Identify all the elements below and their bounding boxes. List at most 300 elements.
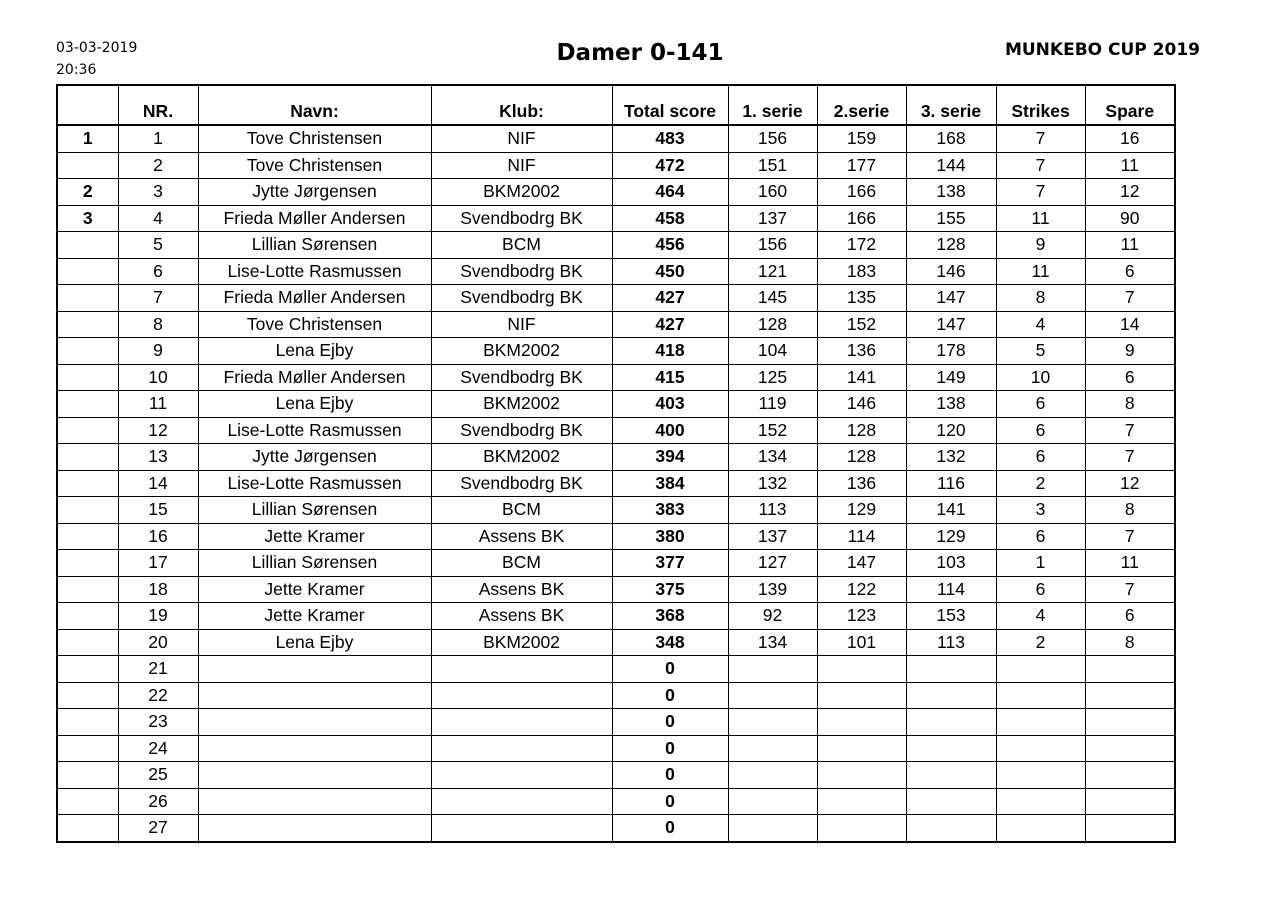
cell-serie-1 — [728, 788, 817, 815]
table-row — [57, 709, 1175, 736]
cell-navn: Jytte Jørgensen — [198, 179, 431, 206]
table-row — [57, 417, 1175, 444]
cell-klub: Svendbodrg BK — [431, 285, 612, 312]
cell-spare: 8 — [1085, 391, 1175, 418]
cell-klub: Svendbodrg BK — [431, 258, 612, 285]
cell-klub: Svendbodrg BK — [431, 205, 612, 232]
cell-klub: BKM2002 — [431, 444, 612, 471]
cell-navn — [198, 788, 431, 815]
col-header-serie-3: 3. serie — [906, 85, 996, 125]
cell-serie-3: 129 — [906, 523, 996, 550]
cell-klub: BKM2002 — [431, 338, 612, 365]
cell-place — [57, 391, 118, 418]
cell-total-score: 383 — [612, 497, 728, 524]
cell-navn: Tove Christensen — [198, 311, 431, 338]
cell-serie-1: 134 — [728, 629, 817, 656]
cell-serie-2: 136 — [817, 338, 906, 365]
cell-nr: 3 — [118, 179, 198, 206]
cell-serie-1: 128 — [728, 311, 817, 338]
table-row — [57, 470, 1175, 497]
cell-place — [57, 682, 118, 709]
cell-spare: 11 — [1085, 550, 1175, 577]
cell-spare: 9 — [1085, 338, 1175, 365]
cell-place — [57, 497, 118, 524]
cell-serie-3 — [906, 682, 996, 709]
cell-klub: BKM2002 — [431, 179, 612, 206]
cell-nr: 18 — [118, 576, 198, 603]
cell-navn: Lena Ejby — [198, 629, 431, 656]
cell-klub: Svendbodrg BK — [431, 470, 612, 497]
cell-total-score: 368 — [612, 603, 728, 630]
cell-place — [57, 338, 118, 365]
col-header-klub: Klub: — [431, 85, 612, 125]
cell-klub: Assens BK — [431, 576, 612, 603]
cell-serie-1: 92 — [728, 603, 817, 630]
table-row — [57, 788, 1175, 815]
cell-strikes — [996, 815, 1085, 842]
cell-strikes — [996, 682, 1085, 709]
cell-nr: 16 — [118, 523, 198, 550]
print-date: 03-03-2019 — [56, 40, 138, 56]
header-row — [57, 85, 1175, 125]
cell-spare: 6 — [1085, 603, 1175, 630]
cell-serie-1: 156 — [728, 232, 817, 259]
cell-total-score: 384 — [612, 470, 728, 497]
cell-strikes: 5 — [996, 338, 1085, 365]
table-row — [57, 364, 1175, 391]
cell-nr: 7 — [118, 285, 198, 312]
cell-total-score: 375 — [612, 576, 728, 603]
cell-place — [57, 417, 118, 444]
cell-klub — [431, 815, 612, 842]
cell-strikes — [996, 788, 1085, 815]
cell-serie-2: 122 — [817, 576, 906, 603]
table-row — [57, 152, 1175, 179]
cell-spare — [1085, 709, 1175, 736]
table-row — [57, 735, 1175, 762]
cell-spare: 11 — [1085, 232, 1175, 259]
table-row — [57, 603, 1175, 630]
cell-total-score: 415 — [612, 364, 728, 391]
col-header-strikes: Strikes — [996, 85, 1085, 125]
cell-total-score: 456 — [612, 232, 728, 259]
cell-serie-1: 134 — [728, 444, 817, 471]
cell-klub — [431, 709, 612, 736]
table-row — [57, 311, 1175, 338]
cell-serie-1 — [728, 735, 817, 762]
cell-serie-2: 135 — [817, 285, 906, 312]
cell-serie-1: 125 — [728, 364, 817, 391]
cell-strikes: 2 — [996, 470, 1085, 497]
cell-navn — [198, 815, 431, 842]
cell-strikes: 4 — [996, 603, 1085, 630]
cup-name: MUNKEBO CUP 2019 — [1004, 40, 1200, 60]
cell-nr: 14 — [118, 470, 198, 497]
cell-navn: Jytte Jørgensen — [198, 444, 431, 471]
cell-place — [57, 523, 118, 550]
cell-spare: 8 — [1085, 629, 1175, 656]
cell-navn: Lena Ejby — [198, 338, 431, 365]
cell-serie-2: 129 — [817, 497, 906, 524]
cell-serie-1: 119 — [728, 391, 817, 418]
cell-serie-2: 166 — [817, 179, 906, 206]
cell-navn — [198, 656, 431, 683]
cell-total-score: 0 — [612, 735, 728, 762]
cell-serie-1 — [728, 709, 817, 736]
col-header-serie-1: 1. serie — [728, 85, 817, 125]
cell-nr: 15 — [118, 497, 198, 524]
cell-serie-1: 145 — [728, 285, 817, 312]
cell-serie-1: 151 — [728, 152, 817, 179]
cell-klub: BCM — [431, 232, 612, 259]
cell-serie-2: 146 — [817, 391, 906, 418]
cell-total-score: 0 — [612, 709, 728, 736]
cell-serie-2 — [817, 682, 906, 709]
cell-nr: 11 — [118, 391, 198, 418]
cell-total-score: 377 — [612, 550, 728, 577]
cell-strikes: 7 — [996, 125, 1085, 152]
cell-total-score: 0 — [612, 762, 728, 789]
cell-place — [57, 762, 118, 789]
cell-serie-1: 132 — [728, 470, 817, 497]
cell-spare: 7 — [1085, 523, 1175, 550]
cell-spare: 7 — [1085, 444, 1175, 471]
table-row — [57, 391, 1175, 418]
cell-serie-3: 132 — [906, 444, 996, 471]
cell-serie-2 — [817, 815, 906, 842]
cell-serie-3: 138 — [906, 179, 996, 206]
cell-strikes: 1 — [996, 550, 1085, 577]
cell-nr: 13 — [118, 444, 198, 471]
cell-spare: 12 — [1085, 179, 1175, 206]
cell-navn: Jette Kramer — [198, 603, 431, 630]
cell-serie-2: 128 — [817, 417, 906, 444]
col-header-serie-2: 2.serie — [817, 85, 906, 125]
cell-navn: Frieda Møller Andersen — [198, 364, 431, 391]
cell-place: 3 — [57, 205, 118, 232]
cell-klub: Svendbodrg BK — [431, 364, 612, 391]
cell-serie-2: 166 — [817, 205, 906, 232]
print-time: 20:36 — [56, 62, 97, 78]
cell-total-score: 403 — [612, 391, 728, 418]
cell-serie-2 — [817, 735, 906, 762]
cell-spare — [1085, 815, 1175, 842]
col-header-nr: NR. — [118, 85, 198, 125]
cell-place — [57, 364, 118, 391]
cell-strikes — [996, 709, 1085, 736]
cell-navn: Jette Kramer — [198, 523, 431, 550]
cell-strikes: 11 — [996, 205, 1085, 232]
cell-nr: 2 — [118, 152, 198, 179]
cell-serie-3: 103 — [906, 550, 996, 577]
cell-klub — [431, 788, 612, 815]
page-title: Damer 0-141 — [556, 40, 724, 66]
cell-nr: 17 — [118, 550, 198, 577]
cell-navn: Lillian Sørensen — [198, 497, 431, 524]
cell-serie-1 — [728, 762, 817, 789]
cell-place: 2 — [57, 179, 118, 206]
cell-place — [57, 576, 118, 603]
col-header-place — [57, 85, 118, 125]
cell-serie-2: 128 — [817, 444, 906, 471]
cell-spare — [1085, 735, 1175, 762]
cell-spare — [1085, 762, 1175, 789]
cell-serie-2 — [817, 788, 906, 815]
cell-spare — [1085, 682, 1175, 709]
cell-navn — [198, 735, 431, 762]
cell-spare: 6 — [1085, 258, 1175, 285]
cell-serie-2: 141 — [817, 364, 906, 391]
table-row — [57, 815, 1175, 842]
cell-place — [57, 470, 118, 497]
cell-strikes: 7 — [996, 152, 1085, 179]
cell-klub: BCM — [431, 550, 612, 577]
cell-strikes: 3 — [996, 497, 1085, 524]
cell-serie-1: 152 — [728, 417, 817, 444]
cell-serie-2: 136 — [817, 470, 906, 497]
cell-navn — [198, 682, 431, 709]
cell-klub: BKM2002 — [431, 391, 612, 418]
cell-place — [57, 258, 118, 285]
cell-serie-3: 147 — [906, 311, 996, 338]
cell-spare — [1085, 656, 1175, 683]
cell-nr: 23 — [118, 709, 198, 736]
cell-navn: Frieda Møller Andersen — [198, 285, 431, 312]
cell-place — [57, 656, 118, 683]
cell-spare: 7 — [1085, 285, 1175, 312]
table-row — [57, 523, 1175, 550]
cell-strikes: 6 — [996, 391, 1085, 418]
cell-serie-3 — [906, 709, 996, 736]
cell-nr: 12 — [118, 417, 198, 444]
cell-total-score: 380 — [612, 523, 728, 550]
cell-serie-2 — [817, 762, 906, 789]
cell-strikes: 6 — [996, 576, 1085, 603]
cell-spare: 16 — [1085, 125, 1175, 152]
cell-total-score: 0 — [612, 815, 728, 842]
cell-strikes: 6 — [996, 523, 1085, 550]
cell-total-score: 427 — [612, 285, 728, 312]
cell-serie-3 — [906, 656, 996, 683]
cell-serie-3 — [906, 735, 996, 762]
cell-nr: 10 — [118, 364, 198, 391]
cell-serie-3 — [906, 762, 996, 789]
table-row — [57, 762, 1175, 789]
cell-klub — [431, 656, 612, 683]
cell-klub — [431, 735, 612, 762]
cell-nr: 26 — [118, 788, 198, 815]
cell-klub — [431, 762, 612, 789]
cell-klub — [431, 682, 612, 709]
cell-place — [57, 709, 118, 736]
cell-strikes: 7 — [996, 179, 1085, 206]
cell-serie-3: 178 — [906, 338, 996, 365]
cell-navn: Lise-Lotte Rasmussen — [198, 417, 431, 444]
cell-serie-3: 120 — [906, 417, 996, 444]
cell-serie-2: 101 — [817, 629, 906, 656]
cell-serie-1: 137 — [728, 205, 817, 232]
cell-place — [57, 603, 118, 630]
col-header-spare: Spare — [1085, 85, 1175, 125]
cell-total-score: 427 — [612, 311, 728, 338]
table-row — [57, 338, 1175, 365]
cell-navn: Lillian Sørensen — [198, 232, 431, 259]
cell-place — [57, 815, 118, 842]
col-header-navn: Navn: — [198, 85, 431, 125]
cell-serie-1 — [728, 815, 817, 842]
cell-total-score: 472 — [612, 152, 728, 179]
cell-navn — [198, 709, 431, 736]
cell-place — [57, 152, 118, 179]
cell-serie-1 — [728, 656, 817, 683]
cell-serie-3: 114 — [906, 576, 996, 603]
cell-serie-3: 168 — [906, 125, 996, 152]
cell-navn: Jette Kramer — [198, 576, 431, 603]
cell-strikes — [996, 656, 1085, 683]
cell-spare: 90 — [1085, 205, 1175, 232]
cell-total-score: 418 — [612, 338, 728, 365]
cell-strikes: 4 — [996, 311, 1085, 338]
table-row — [57, 576, 1175, 603]
cell-serie-2: 172 — [817, 232, 906, 259]
cell-total-score: 464 — [612, 179, 728, 206]
cell-navn: Lise-Lotte Rasmussen — [198, 258, 431, 285]
cell-navn: Lise-Lotte Rasmussen — [198, 470, 431, 497]
table-row — [57, 444, 1175, 471]
cell-nr: 8 — [118, 311, 198, 338]
results-table — [56, 84, 1176, 843]
cell-total-score: 394 — [612, 444, 728, 471]
cell-navn: Lillian Sørensen — [198, 550, 431, 577]
cell-total-score: 400 — [612, 417, 728, 444]
cell-strikes — [996, 735, 1085, 762]
cell-serie-2: 159 — [817, 125, 906, 152]
cell-place — [57, 285, 118, 312]
cell-nr: 20 — [118, 629, 198, 656]
cell-klub: BCM — [431, 497, 612, 524]
table-row — [57, 285, 1175, 312]
cell-klub: NIF — [431, 152, 612, 179]
cell-spare: 7 — [1085, 576, 1175, 603]
cell-spare: 8 — [1085, 497, 1175, 524]
cell-serie-1: 127 — [728, 550, 817, 577]
cell-klub: NIF — [431, 125, 612, 152]
cell-navn: Tove Christensen — [198, 152, 431, 179]
cell-nr: 19 — [118, 603, 198, 630]
cell-place — [57, 311, 118, 338]
cell-total-score: 458 — [612, 205, 728, 232]
cell-serie-1 — [728, 682, 817, 709]
cell-strikes: 10 — [996, 364, 1085, 391]
cell-spare: 11 — [1085, 152, 1175, 179]
table-row — [57, 179, 1175, 206]
cell-serie-1: 113 — [728, 497, 817, 524]
table-row — [57, 125, 1175, 152]
cell-strikes: 11 — [996, 258, 1085, 285]
cell-serie-3: 155 — [906, 205, 996, 232]
table-row — [57, 232, 1175, 259]
col-header-total-score: Total score — [612, 85, 728, 125]
cell-total-score: 0 — [612, 682, 728, 709]
cell-serie-2: 183 — [817, 258, 906, 285]
cell-serie-3: 146 — [906, 258, 996, 285]
cell-spare: 14 — [1085, 311, 1175, 338]
cell-place — [57, 735, 118, 762]
cell-serie-1: 156 — [728, 125, 817, 152]
cell-serie-3: 113 — [906, 629, 996, 656]
cell-klub: Assens BK — [431, 603, 612, 630]
table-row — [57, 682, 1175, 709]
cell-serie-3: 128 — [906, 232, 996, 259]
cell-total-score: 0 — [612, 656, 728, 683]
cell-total-score: 348 — [612, 629, 728, 656]
cell-navn — [198, 762, 431, 789]
cell-serie-3: 149 — [906, 364, 996, 391]
cell-nr: 6 — [118, 258, 198, 285]
cell-strikes: 9 — [996, 232, 1085, 259]
cell-nr: 9 — [118, 338, 198, 365]
cell-place — [57, 232, 118, 259]
cell-klub: BKM2002 — [431, 629, 612, 656]
cell-serie-3 — [906, 815, 996, 842]
cell-serie-2: 114 — [817, 523, 906, 550]
cell-klub: Assens BK — [431, 523, 612, 550]
cell-total-score: 0 — [612, 788, 728, 815]
cell-serie-1: 104 — [728, 338, 817, 365]
cell-nr: 1 — [118, 125, 198, 152]
cell-spare: 12 — [1085, 470, 1175, 497]
cell-nr: 5 — [118, 232, 198, 259]
cell-place: 1 — [57, 125, 118, 152]
cell-spare: 6 — [1085, 364, 1175, 391]
table-row — [57, 656, 1175, 683]
cell-spare — [1085, 788, 1175, 815]
cell-strikes — [996, 762, 1085, 789]
cell-klub: NIF — [431, 311, 612, 338]
cell-navn: Tove Christensen — [198, 125, 431, 152]
cell-nr: 21 — [118, 656, 198, 683]
cell-nr: 24 — [118, 735, 198, 762]
cell-serie-2 — [817, 709, 906, 736]
cell-total-score: 450 — [612, 258, 728, 285]
cell-serie-1: 137 — [728, 523, 817, 550]
cell-navn: Frieda Møller Andersen — [198, 205, 431, 232]
cell-serie-1: 139 — [728, 576, 817, 603]
cell-serie-2: 123 — [817, 603, 906, 630]
cell-nr: 4 — [118, 205, 198, 232]
cell-serie-2 — [817, 656, 906, 683]
table-row — [57, 205, 1175, 232]
cell-serie-3 — [906, 788, 996, 815]
cell-serie-3: 141 — [906, 497, 996, 524]
cell-serie-2: 177 — [817, 152, 906, 179]
cell-strikes: 8 — [996, 285, 1085, 312]
table-row — [57, 497, 1175, 524]
cell-strikes: 6 — [996, 444, 1085, 471]
cell-nr: 22 — [118, 682, 198, 709]
cell-strikes: 2 — [996, 629, 1085, 656]
cell-total-score: 483 — [612, 125, 728, 152]
cell-serie-1: 160 — [728, 179, 817, 206]
cell-serie-1: 121 — [728, 258, 817, 285]
cell-spare: 7 — [1085, 417, 1175, 444]
cell-nr: 25 — [118, 762, 198, 789]
cell-navn: Lena Ejby — [198, 391, 431, 418]
cell-place — [57, 444, 118, 471]
cell-serie-3: 138 — [906, 391, 996, 418]
cell-serie-2: 152 — [817, 311, 906, 338]
table-row — [57, 258, 1175, 285]
